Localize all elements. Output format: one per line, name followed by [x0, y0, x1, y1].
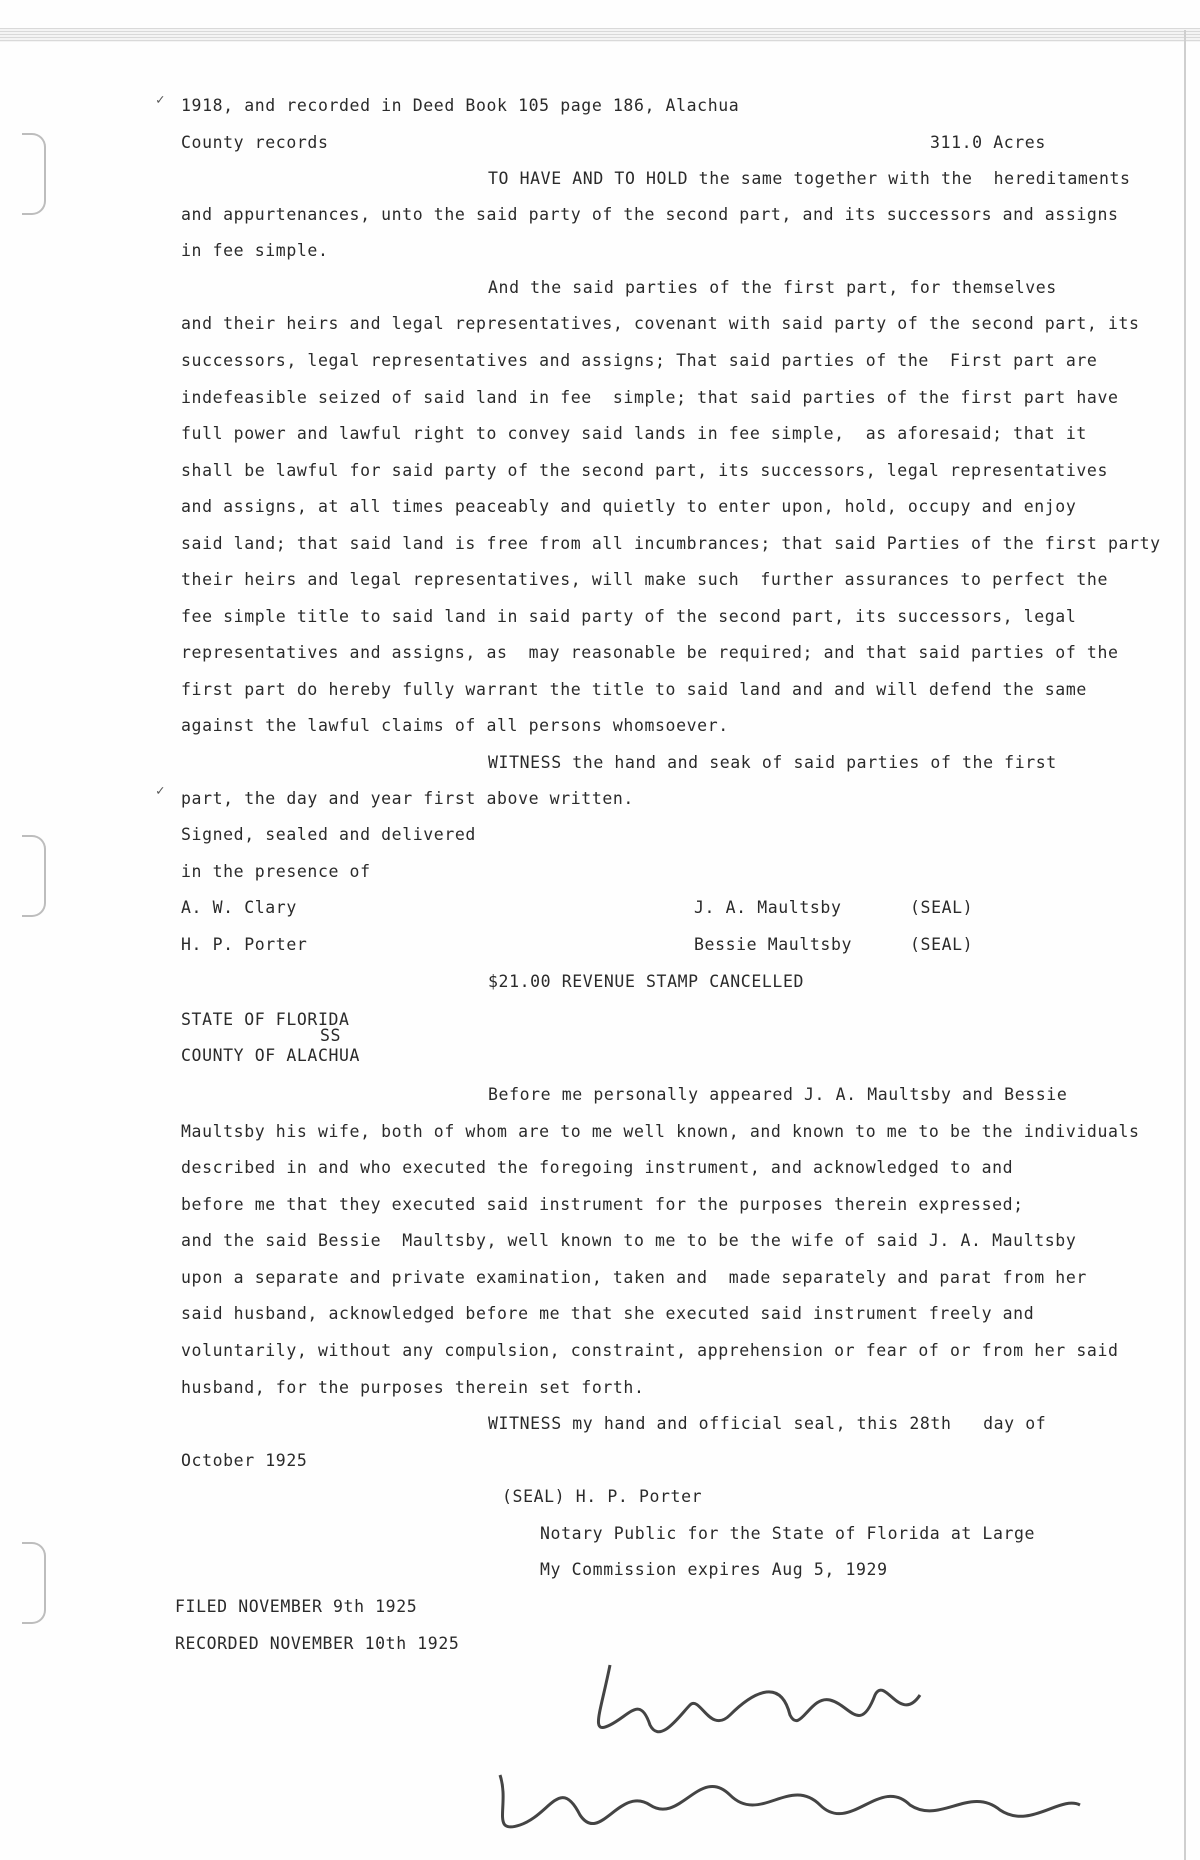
notary-signature: (SEAL) H. P. Porter [502, 1487, 703, 1506]
text-line: voluntarily, without any compulsion, constraint, apprehension or fear of or from her said [181, 1341, 1119, 1360]
filed-date: FILED NOVEMBER 9th 1925 [175, 1597, 418, 1616]
text-line: Before me personally appeared J. A. Maultsby and Bessie [488, 1085, 1068, 1104]
county-records: County records [181, 133, 329, 152]
top-border [0, 28, 1200, 42]
text-line: shall be lawful for said party of the second part, its successors, legal representatives [181, 461, 1108, 480]
notary-title: Notary Public for the State of Florida at Large [540, 1524, 1036, 1543]
grantor-name: J. A. Maultsby [694, 898, 842, 917]
text-line: fee simple title to said land in said party of the second part, its successors, legal [181, 607, 1077, 626]
text-line: TO HAVE AND TO HOLD the same together with the hereditaments [488, 169, 1131, 188]
text-line: successors, legal representatives and assigns; That said parties of the First part are [181, 351, 1098, 370]
text-line: indefeasible seized of said land in fee simple; that said parties of the first part have [181, 388, 1119, 407]
text-line: upon a separate and private examination, taken and made separately and parat from her [181, 1268, 1087, 1287]
text-line: Signed, sealed and delivered [181, 825, 476, 844]
county-line: COUNTY OF ALACHUA [181, 1046, 361, 1065]
punch-hole [22, 133, 46, 215]
text-line: part, the day and year first above written. [181, 789, 634, 808]
text-line: WITNESS my hand and official seal, this 28th day of [488, 1414, 1047, 1433]
text-line: and assigns, at all times peaceably and quietly to enter upon, hold, occupy and enjoy [181, 497, 1077, 516]
check-mark: ✓ [156, 92, 165, 108]
text-line: And the said parties of the first part, for themselves [488, 278, 1057, 297]
text-line: said land; that said land is free from all incumbrances; that said Parties of the first party [181, 534, 1161, 553]
revenue-stamp-note: $21.00 REVENUE STAMP CANCELLED [488, 972, 805, 991]
seal-mark: (SEAL) [910, 898, 974, 917]
text-line: first part do hereby fully warrant the title to said land and and will defend the same [181, 680, 1087, 699]
text-line: husband, for the purposes therein set forth. [181, 1378, 645, 1397]
witness-name: H. P. Porter [181, 935, 308, 954]
text-line: their heirs and legal representatives, will make such further assurances to perfect the [181, 570, 1108, 589]
text-line: representatives and assigns, as may reasonable be required; and that said parties of the [181, 643, 1119, 662]
text-line: against the lawful claims of all persons whomsoever. [181, 716, 729, 735]
text-line: full power and lawful right to convey said lands in fee simple, as aforesaid; that it [181, 424, 1087, 443]
acres: 311.0 Acres [930, 133, 1046, 152]
punch-hole [22, 835, 46, 917]
text-line: and appurtenances, unto the said party of the second part, and its successors and assigns [181, 205, 1119, 224]
text-line: WITNESS the hand and seak of said parties of the first [488, 753, 1057, 772]
text-line: said husband, acknowledged before me that she executed said instrument freely and [181, 1304, 1035, 1323]
text-line: in fee simple. [181, 241, 329, 260]
recorded-date: RECORDED NOVEMBER 10th 1925 [175, 1634, 460, 1653]
clerk-signature [480, 1655, 1100, 1855]
commission-expiry: My Commission expires Aug 5, 1929 [540, 1560, 888, 1579]
text-line: Maultsby his wife, both of whom are to me well known, and known to me to be the individuals [181, 1122, 1140, 1141]
text-line: described in and who executed the foregoing instrument, and acknowledged to and [181, 1158, 1014, 1177]
ss-mark: SS [320, 1026, 342, 1045]
text-line: in the presence of [181, 862, 371, 881]
text-line: before me that they executed said instrument for the purposes therein expressed; [181, 1195, 1024, 1214]
seal-mark: (SEAL) [910, 935, 974, 954]
check-mark: ✓ [156, 783, 165, 799]
text-line: and the said Bessie Maultsby, well known to me to be the wife of said J. A. Maultsby [181, 1231, 1077, 1250]
page-edge [1184, 30, 1186, 1860]
punch-hole [22, 1542, 46, 1624]
witness-name: A. W. Clary [181, 898, 297, 917]
state-line: STATE OF FLORIDA [181, 1010, 350, 1029]
text-line: and their heirs and legal representatives, covenant with said party of the second part, its [181, 314, 1140, 333]
grantor-name: Bessie Maultsby [694, 935, 853, 954]
text-line: October 1925 [181, 1451, 308, 1470]
text-line: 1918, and recorded in Deed Book 105 page 186, Alachua [181, 96, 740, 115]
